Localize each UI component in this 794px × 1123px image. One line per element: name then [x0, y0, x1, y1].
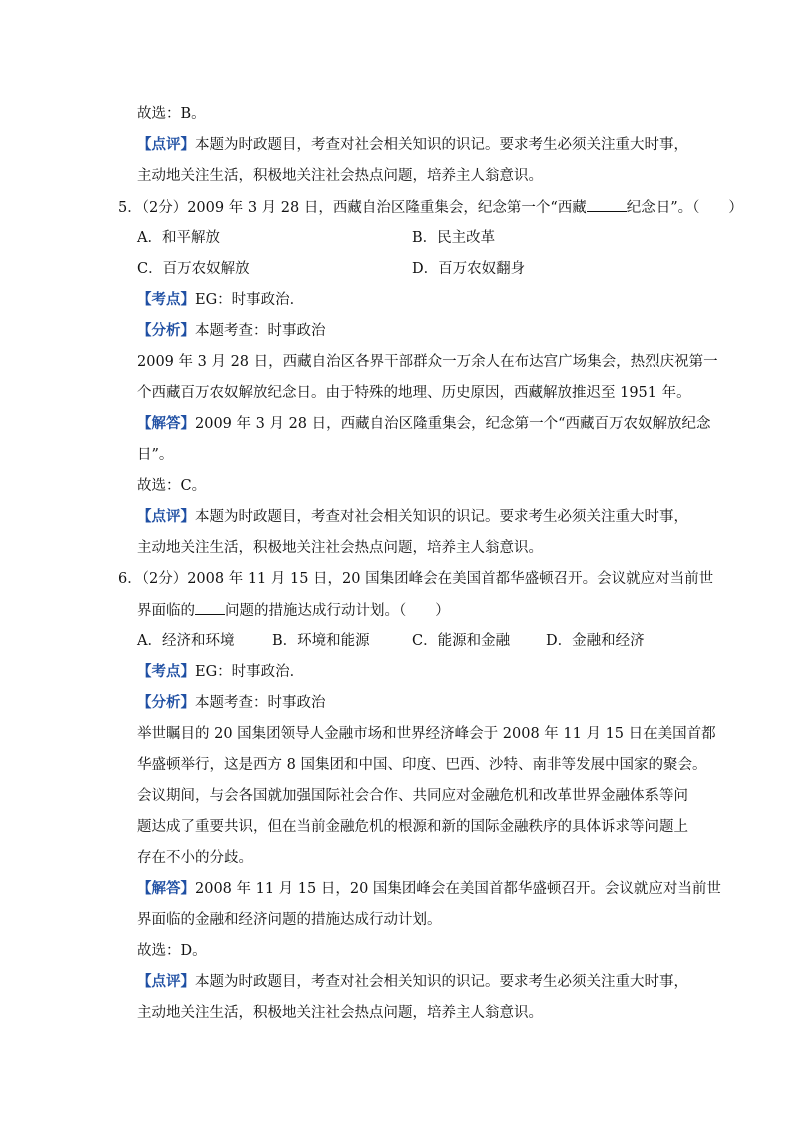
q6-comment-line-2: 主动地关注生活，积极地关注社会热点问题，培养主人翁意识。 [137, 1005, 543, 1021]
q6-option-b: B．环境和能源 [272, 633, 370, 649]
q6-option-c: C．能源和金融 [412, 633, 511, 649]
q6-answer-blank [195, 600, 225, 615]
fenxi-tag: 【分析】 [137, 322, 195, 339]
q6-analysis-line-5: 存在不小的分歧。 [137, 850, 253, 866]
q5-analysis-line-1: 2009 年 3 月 28 日，西藏自治区各界干部群众一万余人在布达宫广场集会，热烈庆祝第一 [137, 354, 718, 370]
q5-answer: 故选：C。 [137, 478, 207, 494]
q6-fenxi: 【分析】本题考查：时事政治 [137, 694, 326, 711]
intro-answer: 故选：B。 [137, 106, 206, 122]
q5-option-d: D．百万农奴翻身 [412, 261, 526, 277]
q6-jieda-line-1: 【解答】2008 年 11 月 15 日，20 国集团峰会在美国首都华盛顿召开。会议就应对当前世 [137, 880, 721, 897]
q6-jieda-line-2: 界面临的金融和经济问题的措施达成行动计划。 [137, 912, 442, 928]
q6-stem-line-1: 6．（2分）2008 年 11 月 15 日，20 国集团峰会在美国首都华盛顿召开。会议就应对当前世 [118, 571, 714, 587]
q5-comment-line-2: 主动地关注生活，积极地关注社会热点问题，培养主人翁意识。 [137, 540, 543, 556]
q6-analysis-line-1: 举世瞩目的 20 国集团领导人金融市场和世界经济峰会于 2008 年 11 月 15 日在美国首都 [137, 726, 716, 742]
q6-answer: 故选：D。 [137, 943, 207, 959]
comment-tag: 【点评】 [137, 973, 195, 990]
q5-fenxi: 【分析】本题考查：时事政治 [137, 322, 326, 339]
kaodian-tag: 【考点】 [137, 663, 195, 680]
q5-kaodian: 【考点】EG：时事政治． [137, 291, 305, 308]
intro-comment-line-1: 【点评】本题为时政题目，考查对社会相关知识的识记。要求考生必须关注重大时事， [137, 136, 688, 153]
intro-comment-line-2: 主动地关注生活，积极地关注社会热点问题，培养主人翁意识。 [137, 168, 543, 184]
q5-jieda-line-2: 日”。 [137, 447, 174, 463]
q6-option-d: D．金融和经济 [546, 633, 645, 649]
q6-option-a: A．经济和环境 [137, 633, 235, 649]
q6-analysis-line-4: 题达成了重要共识，但在当前金融危机的根源和新的国际金融秩序的具体诉求等问题上 [137, 819, 688, 835]
q6-stem-line-2: 界面临的 问题的措施达成行动计划。（ ） [137, 600, 450, 621]
jieda-tag: 【解答】 [137, 880, 195, 897]
comment-tag: 【点评】 [137, 136, 195, 153]
q5-jieda-line-1: 【解答】2009 年 3 月 28 日，西藏自治区隆重集会，纪念第一个“西藏百万农奴解放纪念 [137, 415, 711, 432]
fenxi-tag: 【分析】 [137, 694, 195, 711]
q5-option-c: C．百万农奴解放 [137, 261, 250, 277]
q5-answer-blank [587, 197, 627, 212]
q6-analysis-line-3: 会议期间，与会各国就加强国际社会合作、共同应对金融危机和改革世界金融体系等问 [137, 788, 688, 804]
q5-comment-line-1: 【点评】本题为时政题目，考查对社会相关知识的识记。要求考生必须关注重大时事， [137, 508, 688, 525]
q6-analysis-line-2: 华盛顿举行，这是西方 8 国集团和中国、印度、巴西、沙特、南非等发展中国家的聚会。 [137, 757, 707, 773]
jieda-tag: 【解答】 [137, 415, 195, 432]
q5-option-a: A．和平解放 [137, 230, 220, 246]
comment-tag: 【点评】 [137, 508, 195, 525]
q5-stem: 5．（2分）2009 年 3 月 28 日，西藏自治区隆重集会，纪念第一个“西藏 纪念日”。（ ） [118, 197, 743, 218]
kaodian-tag: 【考点】 [137, 291, 195, 308]
q6-kaodian: 【考点】EG：时事政治． [137, 663, 305, 680]
q5-option-b: B．民主改革 [412, 230, 496, 246]
q6-comment-line-1: 【点评】本题为时政题目，考查对社会相关知识的识记。要求考生必须关注重大时事， [137, 973, 688, 990]
q5-analysis-line-2: 个西藏百万农奴解放纪念日。由于特殊的地理、历史原因，西藏解放推迟至 1951 年。 [137, 385, 691, 401]
